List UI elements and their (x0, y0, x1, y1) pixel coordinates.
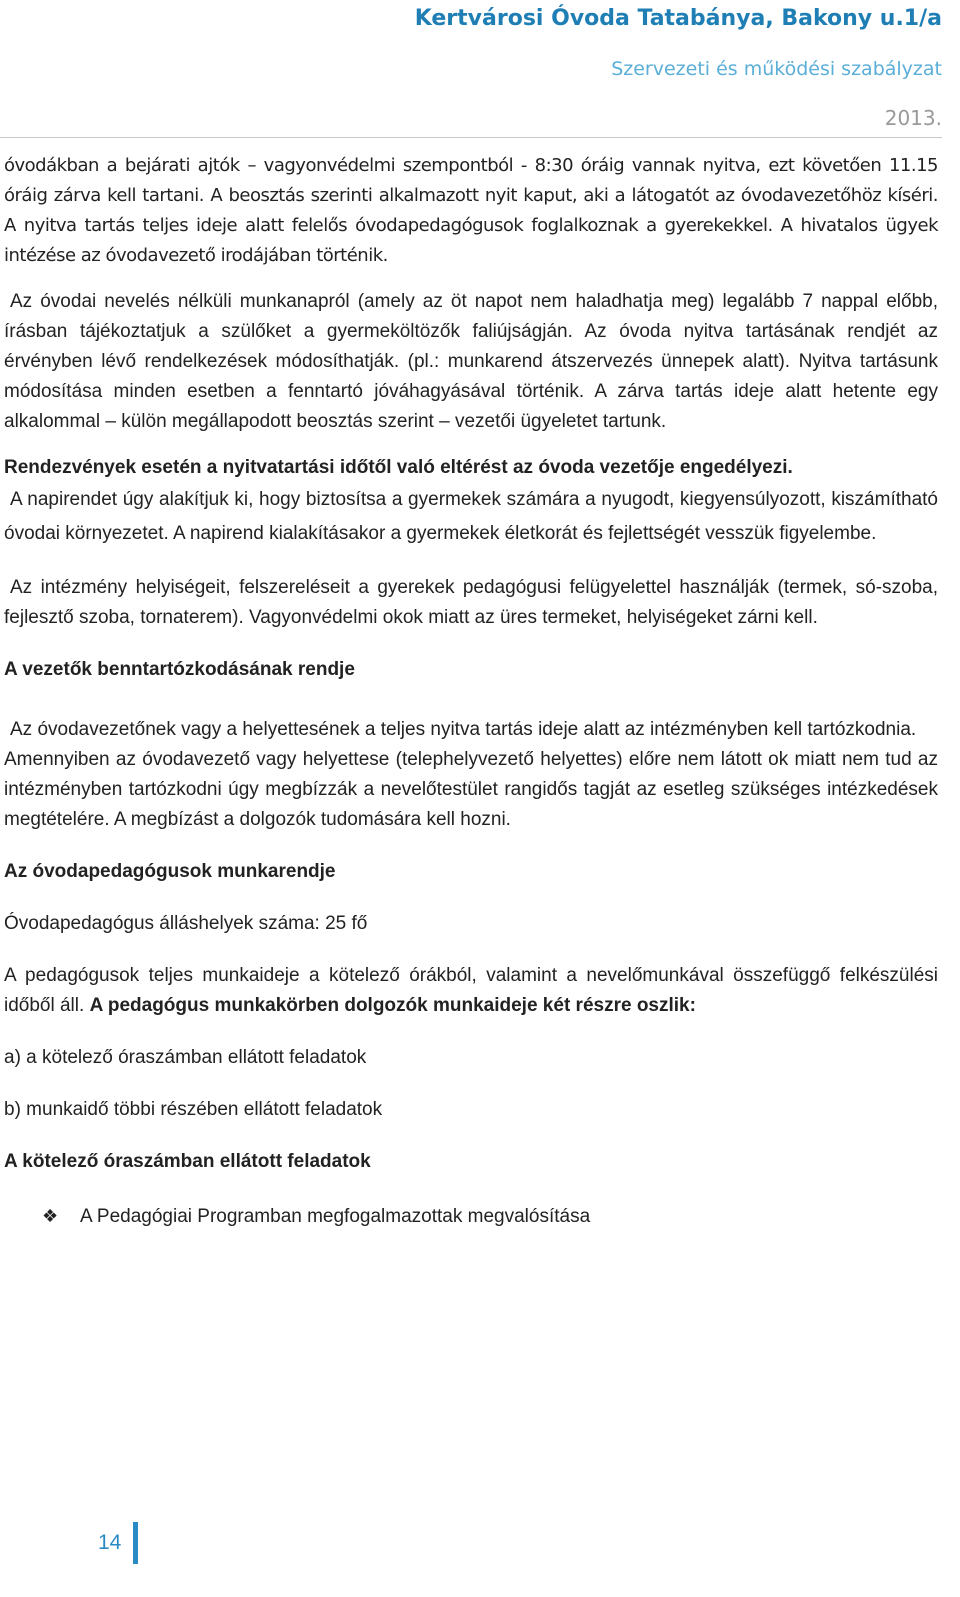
paragraph-leader-absence: Amennyiben az óvodavezető vagy helyettese (telephelyvezető helyettes) előre nem látott ok miatt nem tud az intézményben tartózkodni úgy megbízzák a nevelőtestület rangidős tagját az esetleg szükséges intézkedések megtételére. A megbízást a dolgozók tudomására kell hozni. (4, 749, 938, 830)
header-divider (0, 137, 942, 138)
page-number-bar (133, 1522, 138, 1564)
paragraph-leader-presence: Az óvodavezetőnek vagy a helyettesének a teljes nyitva tartás ideje alatt az intézményben kell tartózkodnia. (10, 719, 917, 740)
page-footer (98, 1522, 138, 1564)
working-time-bold: A pedagógus munkakörben dolgozók munkaideje két részre oszlik: (89, 995, 696, 1016)
heading-teachers-schedule: Az óvodapedagógusok munkarendje (4, 861, 336, 882)
paragraph-non-teaching-days: Az óvodai nevelés nélküli munkanapról (amely az öt napot nem haladhatja meg) legalább 7 nappal előbb, írásban tájékoztatjuk a szülőket a gyermeköltözők faliújságján. Az óvoda nyitva tartásának rendjét az érvényben lévő rendelkezések módosíthatják. (pl.: munkarend átszervezés ünnepek alatt). Nyitva tartásunk módosítása minden esetben a fenntartó jóváhagyásával történik. A zárva tartás ideje alatt hetente egy alkalommal – külön megállapodott beosztás szerint – vezetői ügyeletet tartunk. (4, 291, 938, 432)
header-year: 2013. (884, 106, 942, 130)
paragraph-positions-count: Óvodapedagógus álláshelyek száma: 25 fő (4, 913, 368, 934)
bullet-text: A Pedagógiai Programban megfogalmazottak megvalósítása (80, 1206, 591, 1227)
working-time-text: A pedagógusok teljes munkaideje a kötelező órákból, valamint a nevelőmunkával összefüggő felkészülési időből áll. (4, 965, 938, 1016)
paragraph-events-bold: Rendezvények esetén a nyitvatartási időtől való eltérést az óvoda vezetője engedélyezi. (4, 457, 793, 478)
list-item-b: b) munkaidő többi részében ellátott feladatok (4, 1099, 383, 1120)
heading-mandatory-tasks: A kötelező óraszámban ellátott feladatok (4, 1151, 371, 1172)
document-body (4, 151, 938, 1232)
list-item-a: a) a kötelező óraszámban ellátott feladatok (4, 1047, 367, 1068)
paragraph-opening-hours: óvodákban a bejárati ajtók – vagyonvédelmi szempontból - 8:30 óráig vannak nyitva, ezt követően 11.15 óráig zárva kell tartani. A beosztás szerinti alkalmazott nyit kaput, aki a látogatót az óvodavezetőhöz kíséri. A nyitva tartás teljes ideje alatt felelős óvodapedagógusok foglalkoznak a gyerekekkel. A hivatalos ügyek intézése az óvodavezető irodájában történik. (4, 155, 938, 266)
bullet-item (4, 1201, 938, 1232)
header-subtitle: Szervezeti és működési szabályzat (611, 58, 942, 80)
header-title: Kertvárosi Óvoda Tatabánya, Bakony u.1/a (414, 6, 942, 31)
page-number: 14 (98, 1531, 122, 1554)
paragraph-working-time (4, 961, 938, 1021)
paragraph-premises: Az intézmény helyiségeit, felszereléseit a gyerekek pedagógusi felügyelettel használják (termek, só-szoba, fejlesztő szoba, tornaterem). Vagyonvédelmi okok miatt az üres termeket, helyiségeket zárni kell. (4, 577, 938, 628)
diamond-bullet-icon: ❖ (42, 1206, 59, 1226)
heading-leaders-presence: A vezetők benntartózkodásának rendje (4, 659, 355, 680)
paragraph-daily-schedule: A napirendet úgy alakítjuk ki, hogy biztosítsa a gyermekek számára a nyugodt, kiegyensúlyozott, kiszámítható óvodai környezetet. A napirend kialakításakor a gyermekek életkorát és fejlettségét vesszük figyelembe. (4, 489, 938, 544)
